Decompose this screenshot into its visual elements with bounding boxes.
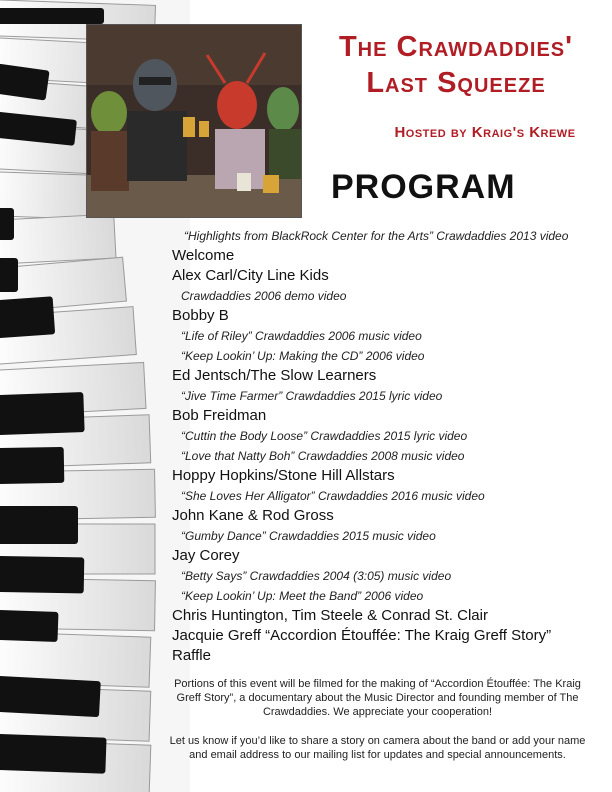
program-video: Crawdaddies 2006 demo video [181, 289, 347, 303]
program-heading: PROGRAM [331, 168, 516, 206]
program-act: Chris Huntington, Tim Steele & Conrad St. Clair [172, 607, 488, 624]
band-caricature-icon [87, 25, 301, 217]
band-artwork [86, 24, 302, 218]
program-video: “Highlights from BlackRock Center for the Arts” Crawdaddies 2013 video [184, 229, 569, 243]
program-act: Alex Carl/City Line Kids [172, 267, 329, 284]
program-act: Bobby B [172, 307, 229, 324]
program-act: Ed Jentsch/The Slow Learners [172, 367, 377, 384]
program-video: “Cuttin the Body Loose” Crawdaddies 2015 lyric video [181, 429, 468, 443]
program-list [172, 226, 602, 666]
hosted-by: Hosted by Kraig's Krewe [394, 124, 576, 141]
program-video: “Love that Natty Boh” Crawdaddies 2008 music video [181, 449, 465, 463]
program-video: “Keep Lookin’ Up: Meet the Band” 2006 video [181, 589, 424, 603]
program-video: “Life of Riley” Crawdaddies 2006 music video [181, 329, 422, 343]
program-act: Hoppy Hopkins/Stone Hill Allstars [172, 467, 395, 484]
program-act: Jay Corey [172, 547, 240, 564]
program-act: Raffle [172, 647, 211, 664]
title-line-2: Last Squeeze [366, 67, 546, 99]
mailing-list-note: Let us know if you’d like to share a story on camera about the band or add your name and email address to our mailing list for updates and special announcements. [169, 735, 586, 761]
program-video: “Keep Lookin’ Up: Making the CD” 2006 video [181, 349, 425, 363]
title-line-1: The Crawdaddies' [338, 31, 574, 63]
event-title [300, 30, 612, 100]
program-video: “She Loves Her Alligator” Crawdaddies 2016 music video [181, 489, 485, 503]
program-video: “Jive Time Farmer” Crawdaddies 2015 lyric video [181, 389, 443, 403]
program-video: “Betty Says” Crawdaddies 2004 (3:05) music video [181, 569, 452, 583]
program-act: John Kane & Rod Gross [172, 507, 334, 524]
filming-note: Portions of this event will be filmed for the making of “Accordion Étouffée: The Kraig Greff Story”, a documentary about the Music Director and founding member of The Crawdaddies. We appreciate your cooperation! [174, 678, 581, 718]
program-act: Welcome [172, 247, 235, 264]
program-act: Jacquie Greff “Accordion Étouffée: The Kraig Greff Story” [172, 627, 552, 644]
program-video: “Gumby Dance” Crawdaddies 2015 music video [181, 529, 436, 543]
program-act: Bob Freidman [172, 407, 267, 424]
